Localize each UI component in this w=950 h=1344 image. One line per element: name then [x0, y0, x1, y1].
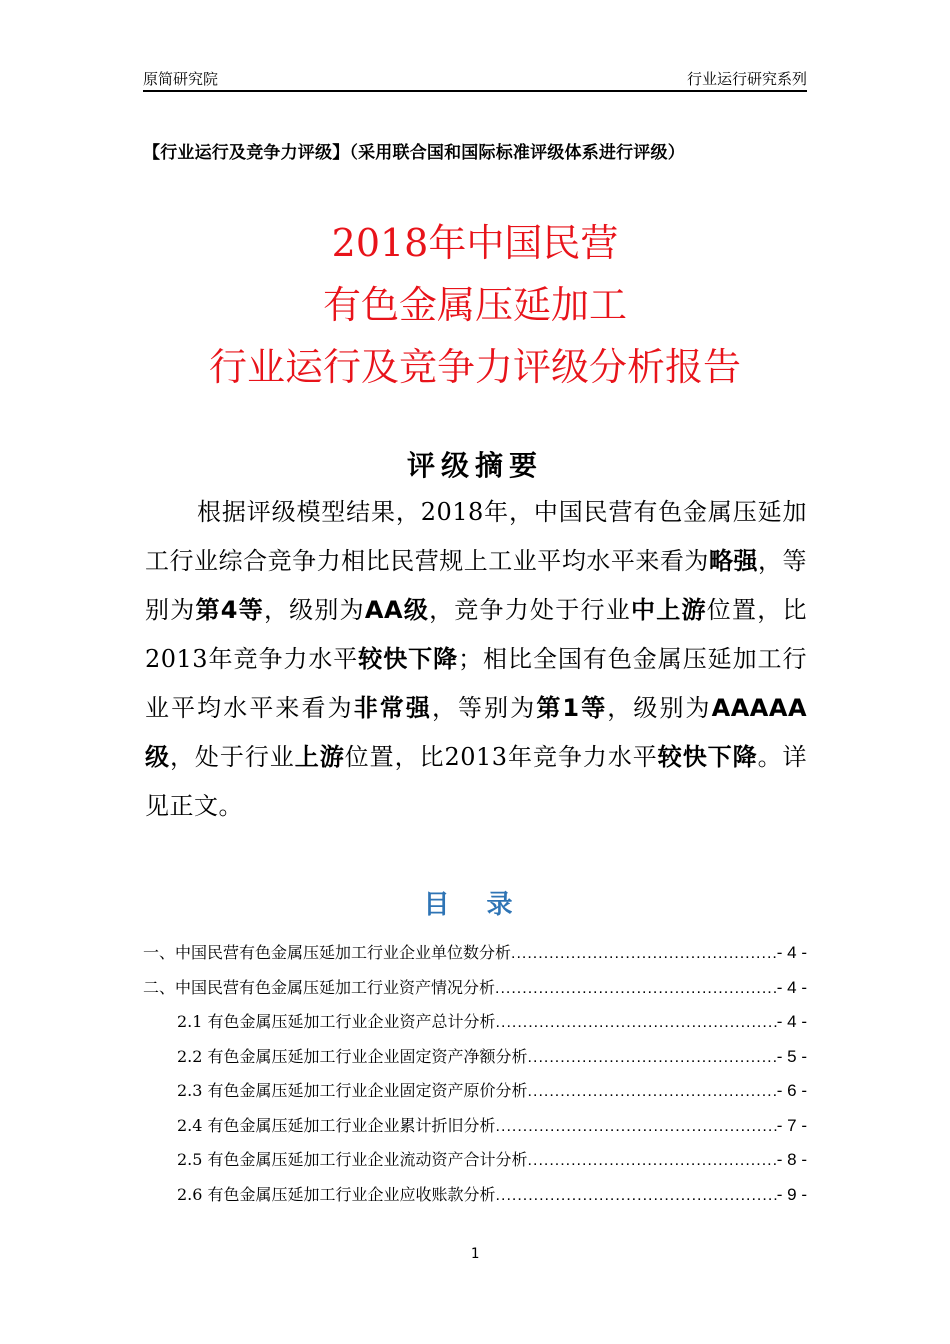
page-number: 1 [470, 1246, 480, 1262]
summary-emphasis: 非常强 [353, 694, 432, 722]
toc-leader-dots [496, 1014, 777, 1032]
table-of-contents [143, 940, 807, 1216]
toc-entry[interactable] [143, 975, 807, 1010]
summary-text: ，等别为 [431, 694, 537, 722]
toc-subentry[interactable] [143, 1113, 807, 1148]
toc-entry-page[interactable]: - 4 - [776, 1012, 807, 1031]
title-line-2: 有色金属压延加工 [322, 283, 627, 327]
report-title [0, 212, 950, 398]
toc-subentry[interactable] [143, 1044, 807, 1079]
toc-entry-page[interactable]: - 7 - [776, 1115, 807, 1135]
toc-leader-dots [495, 980, 777, 998]
toc-entry-title[interactable]: 2.4 有色金属压延加工行业企业累计折旧分析 [177, 1115, 496, 1135]
toc-entry-title[interactable]: 2.6 有色金属压延加工行业企业应收账款分析 [177, 1184, 496, 1204]
toc-entry[interactable] [143, 940, 807, 975]
toc-entry-page[interactable]: - 8 - [776, 1150, 807, 1169]
summary-text: 根据评级模型结果，2018年，中国民营有色金属压延加工行业综合竞争力相比民营规上工业平均水平来看为 [145, 498, 807, 575]
summary-emphasis: 较快下降 [358, 645, 459, 673]
toc-entry-page[interactable]: - 4 - [776, 977, 807, 997]
summary-text: ，级别为 [263, 596, 365, 624]
summary-emphasis: 第1等 [536, 694, 608, 722]
summary-heading: 评级摘要 [406, 449, 543, 482]
summary-text: ；相比全国有色金属压延加工行业平均水平来看为 [145, 645, 808, 722]
summary-text: 位置，比2013年竞争力水平 [145, 596, 808, 673]
toc-entry-title[interactable]: 二、中国民营有色金属压延加工行业资产情况分析 [143, 977, 496, 997]
summary-emphasis: 略强 [708, 547, 758, 575]
toc-leader-dots [496, 1118, 777, 1136]
toc-subentry[interactable] [143, 1009, 807, 1044]
summary-paragraph [145, 488, 807, 831]
summary-emphasis: 上游 [294, 743, 345, 771]
summary-text: ，处于行业 [169, 743, 295, 771]
toc-entry-title[interactable]: 2.5 有色金属压延加工行业企业流动资产合计分析 [177, 1150, 528, 1169]
toc-subentry[interactable] [143, 1147, 807, 1182]
title-line-1: 2018年中国民营 [331, 221, 619, 265]
summary-emphasis: 中上游 [631, 596, 707, 624]
toc-entry-title[interactable]: 2.1 有色金属压延加工行业企业资产总计分析 [177, 1012, 496, 1031]
toc-entry-page[interactable]: - 5 - [776, 1046, 807, 1066]
toc-subentry[interactable] [143, 1078, 807, 1113]
summary-text: ，级别为 [607, 694, 712, 722]
header-publisher: 原简研究院 [143, 71, 219, 88]
toc-leader-dots [528, 1152, 777, 1170]
summary-text: ，等别为 [145, 547, 808, 624]
summary-emphasis: AAAAA级 [145, 694, 808, 771]
toc-entry-title[interactable]: 2.2 有色金属压延加工行业企业固定资产净额分析 [177, 1046, 528, 1066]
toc-entry-title[interactable]: 一、中国民营有色金属压延加工行业企业单位数分析 [143, 943, 512, 962]
header-series: 行业运行研究系列 [686, 71, 807, 88]
toc-leader-dots [496, 1187, 777, 1205]
toc-heading: 目 录 [423, 890, 527, 920]
toc-entry-page[interactable]: - 6 - [776, 1081, 807, 1100]
summary-emphasis: 第4等 [195, 596, 264, 624]
title-line-3: 行业运行及竞争力评级分析报告 [208, 345, 741, 389]
toc-leader-dots [511, 945, 777, 963]
toc-entry-page[interactable]: - 9 - [776, 1184, 807, 1204]
toc-leader-dots [528, 1083, 777, 1101]
rating-tagline: 【行业运行及竞争力评级】（采用联合国和国际标准评级体系进行评级） [143, 143, 685, 163]
page-header [143, 66, 807, 92]
toc-entry-title[interactable]: 2.3 有色金属压延加工行业企业固定资产原价分析 [177, 1081, 528, 1100]
summary-text: 位置，比2013年竞争力水平 [344, 743, 658, 771]
toc-subentry[interactable] [143, 1182, 807, 1217]
toc-entry-page[interactable]: - 4 - [776, 943, 807, 962]
summary-emphasis: AA级 [364, 596, 430, 624]
summary-emphasis: 较快下降 [657, 743, 758, 771]
toc-leader-dots [528, 1049, 777, 1067]
summary-text: ，竞争力处于行业 [429, 596, 632, 624]
summary-text: 。详见正文。 [145, 743, 808, 820]
